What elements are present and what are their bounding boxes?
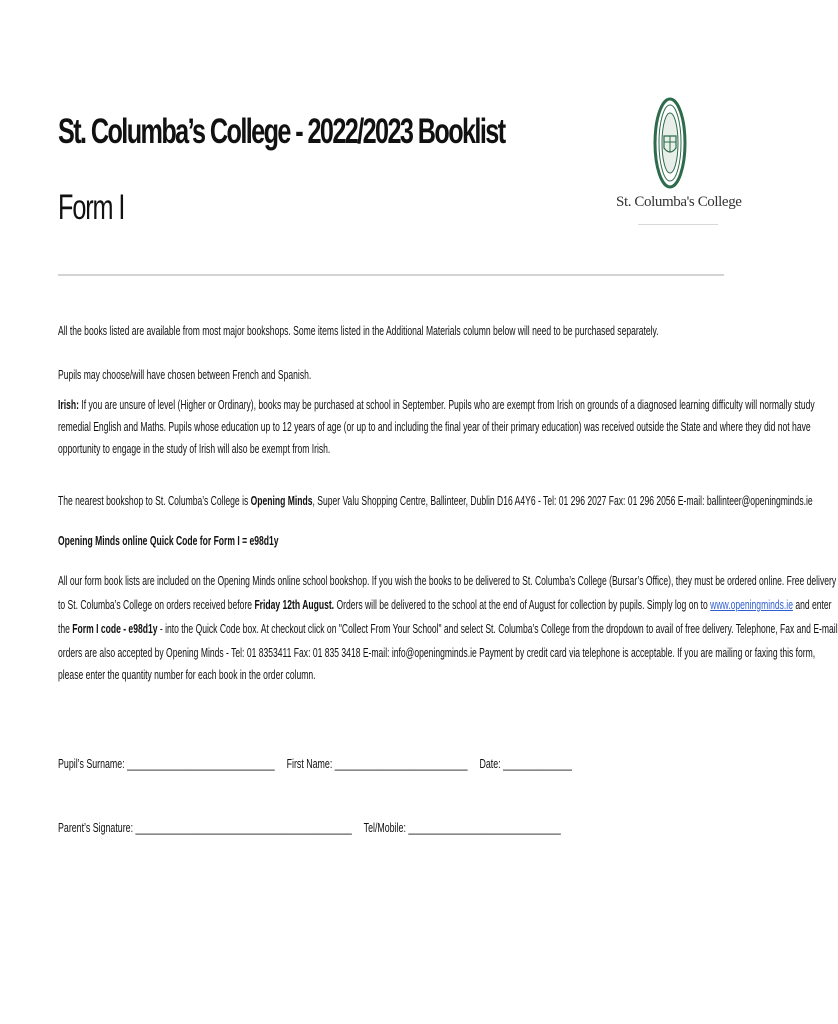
bookshop-text <box>58 490 813 512</box>
college-logo <box>616 96 742 231</box>
bookshop-details: , Super Valu Shopping Centre, Ballinteer, Dublin D16 A4Y6 - Tel: 01 296 2027 Fax: 01 296 2056 E-mail: ballinteer@openingminds.ie <box>312 494 813 508</box>
first-name-label: First Name: <box>286 756 333 771</box>
bookshop-name: Opening Minds <box>250 494 313 508</box>
availability-text: All the books listed are available from most major bookshops. Some items listed in the Additional Materials column below will need to be purchased separately. <box>58 324 659 338</box>
pupil-details-row <box>58 756 572 771</box>
tel-field[interactable]: _______________________________ <box>408 820 561 835</box>
openingminds-link[interactable]: www.openingminds.ie <box>710 598 793 612</box>
online-line-2d: and enter <box>792 598 832 612</box>
quick-code-heading: Opening Minds online Quick Code for Form I = e98d1y <box>58 534 279 548</box>
languages-text: Pupils may choose/will have chosen between French and Spanish. <box>58 368 312 382</box>
header-divider <box>58 274 724 276</box>
online-line-4: orders are also accepted by Opening Minds - Tel: 01 8353411 Fax: 01 835 3418 E-mail: info@openingminds.ie Payment by credit card via telephone is acceptable. If you are mailing or faxing this form, <box>58 646 816 660</box>
online-line-3 <box>58 618 838 640</box>
surname-label: Pupil’s Surname: <box>58 756 125 771</box>
online-line-5: please enter the quantity number for each book in the order column. <box>58 668 316 682</box>
surname-field[interactable]: ______________________________ <box>127 756 275 771</box>
date-field[interactable]: ______________ <box>503 756 572 771</box>
irish-line-2: remedial English and Maths. Pupils whose education up to 12 years of age (or up to and including the final year of their primary education) was received outside the State and where they did not have <box>58 420 811 434</box>
signature-label: Parent’s Signature: <box>58 820 134 835</box>
irish-text-1: If you are unsure of level (Higher or Ordinary), books may be purchased at school in September. Pupils who are exempt from Irish on grounds of a diagnosed learning difficulty will normally study <box>78 398 815 412</box>
parent-details-row <box>58 820 561 835</box>
form-code: Form I code - e98d1y <box>72 622 158 636</box>
page-title: St. Columba’s College - 2022/2023 Booklist <box>58 112 505 151</box>
online-line-2c: Orders will be delivered to the school at the end of August for collection by pupils. Simply log on to <box>334 598 711 612</box>
crest-icon <box>652 96 688 190</box>
online-line-2a: to St. Columba’s College on orders received before <box>58 598 255 612</box>
online-line-3a: the <box>58 622 73 636</box>
tel-label: Tel/Mobile: <box>363 820 406 835</box>
date-label: Date: <box>479 756 501 771</box>
online-line-2 <box>58 594 832 616</box>
online-line-1: All our form book lists are included on the Opening Minds online school bookshop. If you wish the books to be delivered to St. Columba’s College (Bursar’s Office), they must be ordered online. Free delivery <box>58 574 837 588</box>
irish-line-3: opportunity to engage in the study of Irish will also be exempt from Irish. <box>58 442 331 456</box>
online-line-3c: - into the Quick Code box. At checkout click on "Collect From Your School" and select St. Columba’s College from the dropdown to avail of free delivery. Telephone, Fax and E-mail <box>157 622 838 636</box>
first-name-field[interactable]: ___________________________ <box>334 756 468 771</box>
irish-label: Irish: <box>58 398 79 412</box>
logo-wordmark: St. Columba's College <box>616 194 742 210</box>
bookshop-prefix: The nearest bookshop to St. Columba’s College is <box>58 494 251 508</box>
deadline-date: Friday 12th August. <box>254 598 335 612</box>
signature-field[interactable]: ____________________________________________ <box>135 820 352 835</box>
form-title: Form I <box>58 188 125 227</box>
irish-line-1 <box>58 394 815 416</box>
logo-divider <box>638 224 718 225</box>
